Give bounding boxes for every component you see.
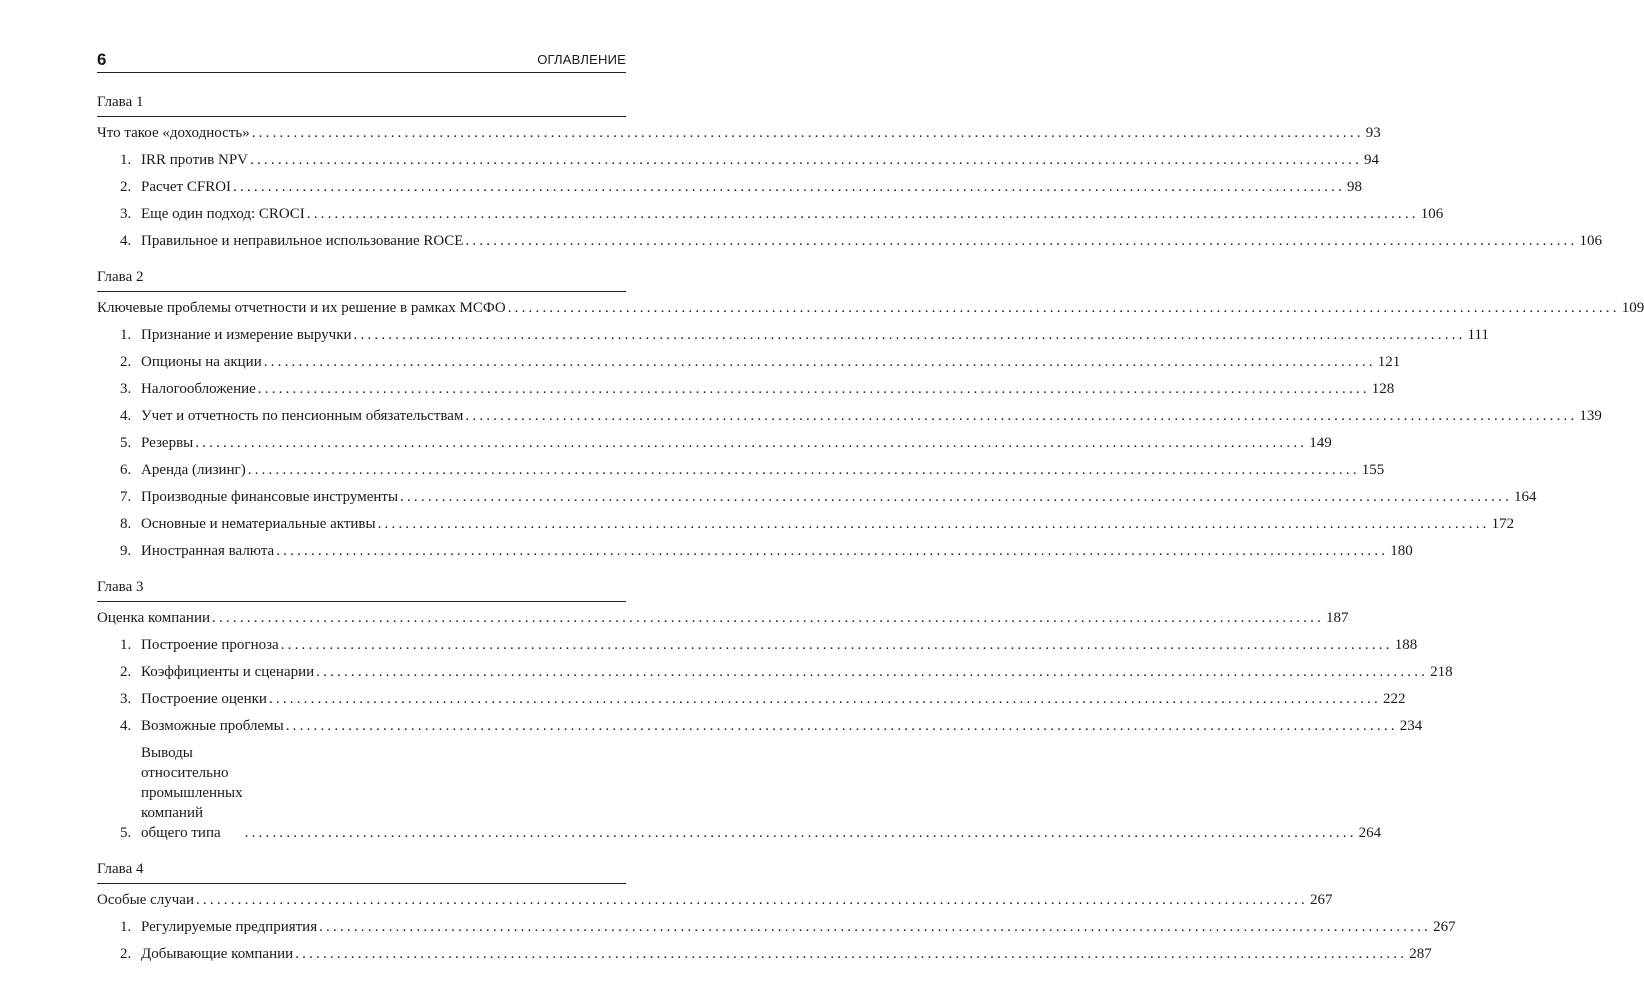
dot-leader: ................................................................................................................................................................ [400,489,1513,505]
toc-entry[interactable] [97,944,1432,964]
section-title: Опционы на акции [141,354,262,370]
page-number-ref: 121 [1377,354,1401,370]
toc-entry[interactable] [97,150,1380,170]
section-number: 1. [120,919,132,935]
section-title: Налогообложение [141,381,256,397]
section-title: Аренда (лизинг) [141,462,246,478]
section-title: Коэффициенты и сценарии [141,664,315,680]
section-title: Возможные проблемы [141,718,284,734]
section-title: IRR против NPV [141,152,249,168]
dot-leader: ................................................................................................................................................................ [195,435,1308,451]
dot-leader: ................................................................................................................................................................ [280,637,1393,653]
section-number: 5. [120,825,132,841]
dot-leader: ................................................................................................................................................................ [319,919,1432,935]
toc-entry[interactable] [97,743,1382,843]
dot-leader: ................................................................................................................................................................ [306,206,1419,222]
toc-entry[interactable] [97,325,1489,345]
chapter-block [97,267,1644,561]
dot-leader: ................................................................................................................................................................ [263,354,1376,370]
page-number-ref: 218 [1430,664,1453,680]
section-title-line: общего типа [141,825,221,841]
dot-leader: ................................................................................................................................................................ [257,381,1370,397]
section-title: Регулируемые предприятия [141,919,318,935]
dot-leader: ................................................................................................................................................................ [212,610,1325,626]
section-title [141,743,243,843]
section-number: 3. [120,206,132,222]
dot-leader: ................................................................................................................................................................ [295,946,1408,962]
page-number-ref: 267 [1433,919,1456,935]
toc-entry[interactable] [97,689,1406,709]
page-number-ref: 94 [1364,152,1380,168]
dot-leader: ................................................................................................................................................................ [244,825,1357,841]
page-number-ref: 267 [1309,892,1333,908]
toc-entry[interactable] [97,460,1385,480]
toc-entry[interactable] [97,635,1418,655]
chapter-label: Глава 1 [97,92,626,117]
chapter-label: Глава 4 [97,859,626,884]
chapter-title-entry[interactable] [97,890,1333,910]
running-head: ОГЛАВЛЕНИЕ [537,52,626,67]
dot-leader: ................................................................................................................................................................ [247,462,1360,478]
table-of-contents [97,92,1644,980]
dot-leader: ................................................................................................................................................................ [276,543,1389,559]
toc-entry[interactable] [97,406,1602,426]
chapter-block [97,577,1453,843]
toc-entry[interactable] [97,514,1515,534]
section-number: 2. [120,179,132,195]
toc-entry[interactable] [97,541,1413,561]
page-number: 6 [97,50,107,69]
toc-entry[interactable] [97,231,1602,251]
section-number: 3. [120,691,132,707]
section-title: Правильное и неправильное использование ROCE [141,233,464,249]
section-title: Иностранная валюта [141,543,275,559]
section-number: 1. [120,637,132,653]
page-number-ref: 149 [1309,435,1332,451]
page-number-ref: 106 [1579,233,1602,249]
section-title: Резервы [141,435,194,451]
section-title: Основные и нематериальные активы [141,516,376,532]
page-number-ref: 188 [1394,637,1418,653]
chapter-label: Глава 2 [97,267,626,292]
dot-leader: ................................................................................................................................................................ [507,300,1620,316]
chapter-block [97,92,1602,251]
page-number-ref: 139 [1579,408,1602,424]
chapter-title: Особые случаи [97,892,194,908]
section-number: 6. [120,462,132,478]
toc-entry[interactable] [97,433,1332,453]
page-number-ref: 234 [1399,718,1423,734]
section-number: 2. [120,664,132,680]
chapter-title: Оценка компании [97,610,211,626]
chapter-block [97,859,1456,964]
section-number: 4. [120,718,132,734]
page-number-ref: 111 [1467,327,1489,343]
dot-leader: ................................................................................................................................................................ [353,327,1466,343]
toc-entry[interactable] [97,204,1444,224]
section-number: 2. [120,354,132,370]
dot-leader: ................................................................................................................................................................ [195,892,1308,908]
dot-leader: ................................................................................................................................................................ [465,408,1578,424]
chapter-title-entry[interactable] [97,123,1381,143]
page-number-ref: 164 [1514,489,1537,505]
chapter-title: Что такое «доходность» [97,125,250,141]
section-title: Учет и отчетность по пенсионным обязательствам [141,408,464,424]
section-number: 1. [120,152,132,168]
dot-leader: ................................................................................................................................................................ [251,125,1364,141]
dot-leader: ................................................................................................................................................................ [285,718,1398,734]
section-number: 4. [120,408,132,424]
section-title-line: Выводы относительно промышленных компаний [141,745,243,821]
section-number: 8. [120,516,132,532]
dot-leader: ................................................................................................................................................................ [268,691,1381,707]
chapter-title-entry[interactable] [97,298,1644,318]
dot-leader: ................................................................................................................................................................ [233,179,1346,195]
toc-entry[interactable] [97,716,1423,736]
chapter-label: Глава 3 [97,577,626,602]
page-number-ref: 98 [1347,179,1363,195]
dot-leader: ................................................................................................................................................................ [465,233,1578,249]
page-header [97,50,626,73]
page-number-ref: 155 [1361,462,1385,478]
chapter-title-entry[interactable] [97,608,1349,628]
page-number-ref: 180 [1390,543,1413,559]
section-title: Построение прогноза [141,637,279,653]
toc-entry[interactable] [97,487,1537,507]
dot-leader: ................................................................................................................................................................ [250,152,1363,168]
page-number-ref: 106 [1420,206,1444,222]
page-number-ref: 287 [1409,946,1432,962]
dot-leader: ................................................................................................................................................................ [377,516,1490,532]
section-title: Расчет CFROI [141,179,232,195]
section-title: Построение оценки [141,691,267,707]
section-title: Еще один подход: CROCI [141,206,305,222]
page-number-ref: 187 [1326,610,1349,626]
toc-entry[interactable] [97,177,1363,197]
toc-entry[interactable] [97,917,1456,937]
section-number: 5. [120,435,132,451]
dot-leader: ................................................................................................................................................................ [316,664,1429,680]
page-number-ref: 264 [1358,825,1382,841]
page-number-ref: 109 [1621,300,1644,316]
section-number: 3. [120,381,132,397]
section-number: 1. [120,327,132,343]
page-number-ref: 128 [1371,381,1395,397]
toc-entry[interactable] [97,662,1453,682]
toc-entry[interactable] [97,379,1395,399]
section-number: 4. [120,233,132,249]
toc-entry[interactable] [97,352,1401,372]
section-title: Производные финансовые инструменты [141,489,399,505]
page-number-ref: 93 [1365,125,1381,141]
section-title: Добывающие компании [141,946,294,962]
section-title: Признание и измерение выручки [141,327,352,343]
chapter-title: Ключевые проблемы отчетности и их решение в рамках МСФО [97,300,506,316]
section-number: 9. [120,543,132,559]
section-number: 2. [120,946,132,962]
section-number: 7. [120,489,132,505]
page-number-ref: 222 [1382,691,1406,707]
page-number-ref: 172 [1491,516,1515,532]
